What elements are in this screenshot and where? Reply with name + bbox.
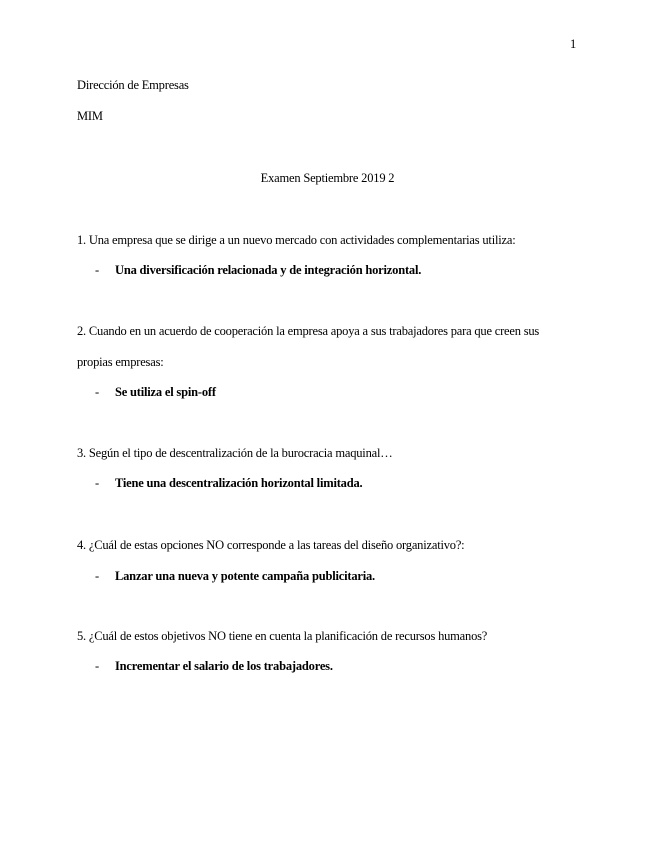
program-name: MIM bbox=[77, 109, 103, 123]
question-2-text-line-2: propias empresas: bbox=[77, 355, 164, 369]
exam-title: Examen Septiembre 2019 2 bbox=[260, 171, 395, 185]
question-4-answer bbox=[95, 569, 375, 584]
question-1-text: 1. Una empresa que se dirige a un nuevo mercado con actividades complementarias utiliza: bbox=[77, 233, 516, 247]
answer-text: Se utiliza el spin-off bbox=[115, 385, 216, 399]
answer-text: Una diversificación relacionada y de integración horizontal. bbox=[115, 263, 422, 277]
bullet-dash: - bbox=[95, 385, 99, 399]
question-2-answer bbox=[95, 385, 216, 400]
course-name: Dirección de Empresas bbox=[77, 78, 189, 92]
answer-text: Lanzar una nueva y potente campaña publicitaria. bbox=[115, 569, 375, 583]
question-3-text: 3. Según el tipo de descentralización de la burocracia maquinal… bbox=[77, 446, 393, 460]
question-5-answer bbox=[95, 659, 333, 674]
question-2-text-line-1: 2. Cuando en un acuerdo de cooperación la empresa apoya a sus trabajadores para que creen sus bbox=[77, 324, 540, 338]
question-5-text: 5. ¿Cuál de estos objetivos NO tiene en cuenta la planificación de recursos humanos? bbox=[77, 629, 488, 643]
bullet-dash: - bbox=[95, 476, 99, 490]
bullet-dash: - bbox=[95, 569, 99, 583]
answer-text: Tiene una descentralización horizontal limitada. bbox=[115, 476, 363, 490]
question-4-text: 4. ¿Cuál de estas opciones NO corresponde a las tareas del diseño organizativo?: bbox=[77, 538, 465, 552]
bullet-dash: - bbox=[95, 263, 99, 277]
bullet-dash: - bbox=[95, 659, 99, 673]
answer-text: Incrementar el salario de los trabajadores. bbox=[115, 659, 333, 673]
page-number: 1 bbox=[569, 37, 576, 51]
question-3-answer bbox=[95, 476, 362, 491]
question-1-answer bbox=[95, 263, 421, 278]
